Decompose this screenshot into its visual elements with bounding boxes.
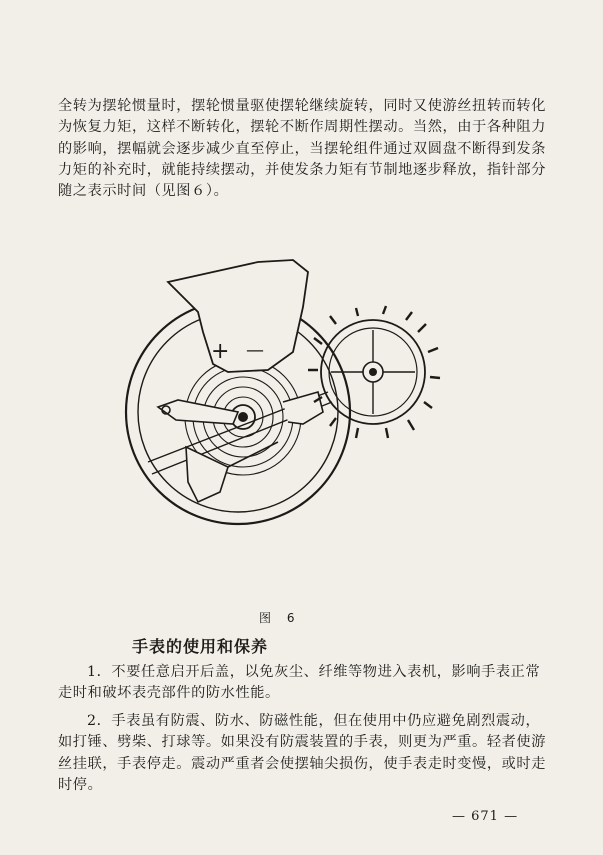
escape-wheel (308, 306, 440, 438)
minus-sign: — (246, 340, 264, 361)
page-number: — 671 — (452, 809, 519, 824)
list-item: 1．不要任意启开后盖，以免灰尘、纤维等物进入表机，影响手表正常走时和破坏表壳部件的防水性能。 (58, 664, 541, 702)
list-item: 2．手表虽有防震、防水、防磁性能，但在使用中仍应避免剧烈震动，如打锤、劈柴、打球等。如果没有防震装置的手表，则更为严重。轻者使游丝挂联，手表停走。震动严重者会使摆轴尖损伤，使手表走时变慢，或时走时停。 (58, 713, 546, 793)
balance-wheel-escapement-diagram (118, 252, 458, 592)
figure-caption: 图 6 (259, 611, 301, 625)
section-heading: 手表的使用和保养 (132, 637, 269, 656)
intro-paragraph: 全转为摆轮惯量时，摆轮惯量驱使摆轮继续旋转，同时又使游丝扭转而转化为恢复力矩，这样不断转化，摆轮不断作周期性摆动。当然，由于各种阻力的影响，摆幅就会逐步减少直至停止，当摆轮组件通过双圆盘不断得到发条力矩的补充时，就能持续摆动，并使发条力矩有节制地逐步释放，指针部分随之表示时间（见图６）。 (58, 98, 546, 200)
pallet-lever (186, 447, 228, 502)
plus-sign: + (211, 339, 230, 364)
balance-cock-bridge (168, 260, 308, 372)
